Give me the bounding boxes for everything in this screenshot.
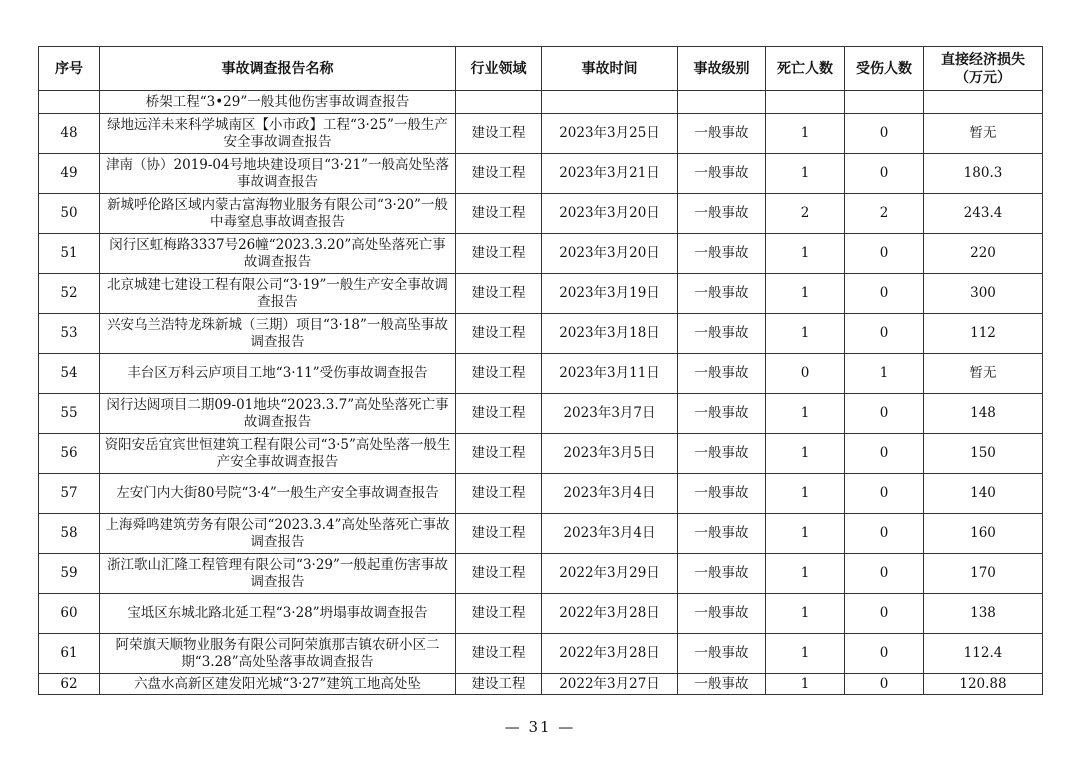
cell-accident-time: 2023年3月20日 [542, 234, 678, 274]
cell-industry: 建设工程 [456, 354, 542, 394]
cell-industry: 建设工程 [456, 154, 542, 194]
table-row [39, 114, 1043, 154]
cell-accident-level: 一般事故 [678, 514, 766, 554]
cell-accident-level: 一般事故 [678, 634, 766, 674]
cell-industry: 建设工程 [456, 434, 542, 474]
cell-report-name: 兴安乌兰浩特龙珠新城（三期）项目“3·18”一般高坠事故调查报告 [100, 314, 456, 354]
cell-deaths: 1 [766, 594, 845, 634]
cell-accident-time: 2022年3月27日 [542, 674, 678, 695]
cell-report-name: 津南（协）2019-04号地块建设项目“3·21”一般高处坠落事故调查报告 [100, 154, 456, 194]
table-row [39, 634, 1043, 674]
table-row [39, 154, 1043, 194]
cell-economic-loss: 180.3 [924, 154, 1043, 194]
cell-accident-level: 一般事故 [678, 554, 766, 594]
cell-industry [456, 91, 542, 114]
cell-index: 52 [39, 274, 100, 314]
cell-injuries: 1 [845, 354, 924, 394]
table-row [39, 434, 1043, 474]
table-row [39, 314, 1043, 354]
cell-report-name: 丰台区万科云庐项目工地“3·11”受伤事故调查报告 [100, 354, 456, 394]
cell-report-name: 新城呼伦路区域内蒙古富海物业服务有限公司“3·20”一般中毒窒息事故调查报告 [100, 194, 456, 234]
table-row [39, 274, 1043, 314]
cell-deaths: 0 [766, 354, 845, 394]
cell-deaths: 1 [766, 114, 845, 154]
cell-economic-loss: 220 [924, 234, 1043, 274]
cell-index: 62 [39, 674, 100, 695]
cell-injuries: 0 [845, 634, 924, 674]
cell-accident-level: 一般事故 [678, 434, 766, 474]
cell-accident-time: 2023年3月4日 [542, 514, 678, 554]
cell-deaths: 1 [766, 314, 845, 354]
table-row [39, 91, 1043, 114]
table-row [39, 514, 1043, 554]
cell-index: 61 [39, 634, 100, 674]
cell-economic-loss: 140 [924, 474, 1043, 514]
cell-deaths [766, 91, 845, 114]
table-row [39, 674, 1043, 695]
cell-economic-loss: 暂无 [924, 354, 1043, 394]
header-economic-loss: 直接经济损失 （万元） [924, 47, 1043, 91]
cell-industry: 建设工程 [456, 674, 542, 695]
header-injuries: 受伤人数 [845, 47, 924, 91]
cell-report-name: 阿荣旗天顺物业服务有限公司阿荣旗那吉镇农研小区二期“3.28”高处坠落事故调查报告 [100, 634, 456, 674]
cell-accident-level: 一般事故 [678, 594, 766, 634]
cell-accident-time: 2023年3月19日 [542, 274, 678, 314]
cell-industry: 建设工程 [456, 514, 542, 554]
cell-economic-loss: 120.88 [924, 674, 1043, 695]
cell-industry: 建设工程 [456, 394, 542, 434]
cell-index: 48 [39, 114, 100, 154]
cell-accident-time: 2022年3月28日 [542, 594, 678, 634]
cell-injuries: 0 [845, 674, 924, 695]
header-industry: 行业领域 [456, 47, 542, 91]
cell-accident-time: 2022年3月28日 [542, 634, 678, 674]
header-deaths: 死亡人数 [766, 47, 845, 91]
cell-accident-level: 一般事故 [678, 474, 766, 514]
cell-deaths: 1 [766, 394, 845, 434]
cell-industry: 建设工程 [456, 234, 542, 274]
cell-report-name: 上海舜鸣建筑劳务有限公司“2023.3.4”高处坠落死亡事故调查报告 [100, 514, 456, 554]
cell-deaths: 1 [766, 434, 845, 474]
cell-economic-loss: 暂无 [924, 114, 1043, 154]
table-header-row [39, 47, 1043, 91]
cell-accident-time: 2023年3月20日 [542, 194, 678, 234]
cell-economic-loss: 160 [924, 514, 1043, 554]
cell-industry: 建设工程 [456, 194, 542, 234]
cell-injuries: 2 [845, 194, 924, 234]
cell-injuries: 0 [845, 474, 924, 514]
cell-economic-loss [924, 91, 1043, 114]
cell-accident-level [678, 91, 766, 114]
cell-industry: 建设工程 [456, 634, 542, 674]
cell-index: 54 [39, 354, 100, 394]
cell-injuries: 0 [845, 154, 924, 194]
table-row [39, 594, 1043, 634]
cell-economic-loss: 150 [924, 434, 1043, 474]
cell-report-name: 左安门内大街80号院“3·4”一般生产安全事故调查报告 [100, 474, 456, 514]
cell-accident-time: 2023年3月18日 [542, 314, 678, 354]
cell-accident-time: 2022年3月29日 [542, 554, 678, 594]
cell-economic-loss: 243.4 [924, 194, 1043, 234]
header-index: 序号 [39, 47, 100, 91]
cell-deaths: 1 [766, 474, 845, 514]
cell-index: 55 [39, 394, 100, 434]
cell-index: 57 [39, 474, 100, 514]
table-row [39, 234, 1043, 274]
cell-report-name: 绿地远洋未来科学城南区【小市政】工程“3·25”一般生产安全事故调查报告 [100, 114, 456, 154]
cell-accident-level: 一般事故 [678, 154, 766, 194]
cell-report-name: 北京城建七建设工程有限公司“3·19”一般生产安全事故调查报告 [100, 274, 456, 314]
cell-index: 51 [39, 234, 100, 274]
cell-index: 59 [39, 554, 100, 594]
cell-economic-loss: 138 [924, 594, 1043, 634]
cell-accident-time: 2023年3月21日 [542, 154, 678, 194]
cell-report-name: 宝坻区东城北路北延工程“3·28”坍塌事故调查报告 [100, 594, 456, 634]
cell-accident-time: 2023年3月25日 [542, 114, 678, 154]
cell-deaths: 2 [766, 194, 845, 234]
cell-index: 50 [39, 194, 100, 234]
cell-report-name: 闵行达闼项目二期09-01地块“2023.3.7”高处坠落死亡事故调查报告 [100, 394, 456, 434]
cell-index [39, 91, 100, 114]
cell-injuries: 0 [845, 314, 924, 354]
cell-index: 58 [39, 514, 100, 554]
cell-injuries [845, 91, 924, 114]
cell-accident-level: 一般事故 [678, 314, 766, 354]
cell-index: 53 [39, 314, 100, 354]
cell-injuries: 0 [845, 554, 924, 594]
cell-economic-loss: 148 [924, 394, 1043, 434]
cell-report-name: 资阳安岳宜宾世恒建筑工程有限公司“3·5”高处坠落一般生产安全事故调查报告 [100, 434, 456, 474]
cell-report-name: 闵行区虹梅路3337号26幢“2023.3.20”高处坠落死亡事故调查报告 [100, 234, 456, 274]
cell-deaths: 1 [766, 554, 845, 594]
cell-deaths: 1 [766, 154, 845, 194]
page-number: — 31 — [504, 718, 576, 736]
cell-economic-loss: 300 [924, 274, 1043, 314]
cell-accident-level: 一般事故 [678, 114, 766, 154]
cell-deaths: 1 [766, 514, 845, 554]
cell-index: 49 [39, 154, 100, 194]
cell-injuries: 0 [845, 394, 924, 434]
cell-injuries: 0 [845, 234, 924, 274]
cell-accident-time: 2023年3月5日 [542, 434, 678, 474]
cell-injuries: 0 [845, 434, 924, 474]
cell-accident-time: 2023年3月11日 [542, 354, 678, 394]
cell-economic-loss: 170 [924, 554, 1043, 594]
cell-report-name: 六盘水高新区建发阳光城“3·27”建筑工地高处坠 [100, 674, 456, 695]
header-accident-time: 事故时间 [542, 47, 678, 91]
header-accident-level: 事故级别 [678, 47, 766, 91]
cell-accident-level: 一般事故 [678, 674, 766, 695]
cell-deaths: 1 [766, 634, 845, 674]
table-row [39, 194, 1043, 234]
table-row [39, 394, 1043, 434]
cell-accident-level: 一般事故 [678, 394, 766, 434]
cell-deaths: 1 [766, 674, 845, 695]
cell-deaths: 1 [766, 274, 845, 314]
cell-report-name: 浙江歌山汇隆工程管理有限公司“3·29”一般起重伤害事故调查报告 [100, 554, 456, 594]
cell-accident-level: 一般事故 [678, 234, 766, 274]
cell-industry: 建设工程 [456, 314, 542, 354]
cell-report-name: 桥架工程“3•29”一般其他伤害事故调查报告 [100, 91, 456, 114]
cell-injuries: 0 [845, 274, 924, 314]
cell-industry: 建设工程 [456, 594, 542, 634]
cell-deaths: 1 [766, 234, 845, 274]
accident-report-table [38, 46, 1043, 695]
cell-accident-level: 一般事故 [678, 274, 766, 314]
cell-accident-time: 2023年3月7日 [542, 394, 678, 434]
cell-index: 60 [39, 594, 100, 634]
cell-accident-level: 一般事故 [678, 194, 766, 234]
cell-index: 56 [39, 434, 100, 474]
table-row [39, 354, 1043, 394]
cell-accident-time: 2023年3月4日 [542, 474, 678, 514]
header-report-name: 事故调查报告名称 [100, 47, 456, 91]
cell-injuries: 0 [845, 594, 924, 634]
cell-industry: 建设工程 [456, 114, 542, 154]
cell-injuries: 0 [845, 514, 924, 554]
cell-economic-loss: 112.4 [924, 634, 1043, 674]
table-row [39, 474, 1043, 514]
cell-economic-loss: 112 [924, 314, 1043, 354]
cell-accident-time [542, 91, 678, 114]
table-row [39, 554, 1043, 594]
cell-industry: 建设工程 [456, 554, 542, 594]
cell-industry: 建设工程 [456, 274, 542, 314]
cell-injuries: 0 [845, 114, 924, 154]
cell-accident-level: 一般事故 [678, 354, 766, 394]
cell-industry: 建设工程 [456, 474, 542, 514]
